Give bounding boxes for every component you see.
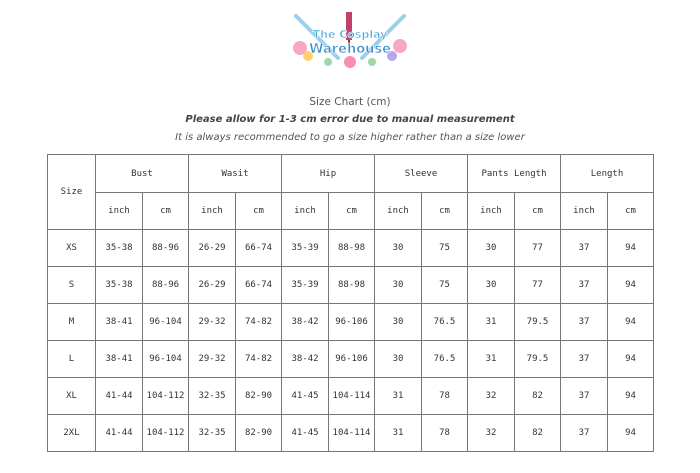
measurement-cell: 88-96 <box>143 230 189 267</box>
measurement-cell: 96-106 <box>329 341 375 378</box>
size-chart-table <box>47 154 654 452</box>
table-row <box>48 267 654 304</box>
measurement-cell: 31 <box>468 304 515 341</box>
table-header-row <box>48 155 654 193</box>
group-header-sleeve: Sleeve <box>375 155 468 193</box>
brand-logo <box>288 10 412 70</box>
unit-header: cm <box>143 193 189 230</box>
measurement-cell: 32 <box>468 415 515 452</box>
measurement-cell: 32-35 <box>189 378 236 415</box>
measurement-cell: 35-38 <box>96 267 143 304</box>
measurement-cell: 29-32 <box>189 304 236 341</box>
group-header-bust: Bust <box>96 155 189 193</box>
measurement-cell: 37 <box>561 378 608 415</box>
measurement-cell: 30 <box>468 230 515 267</box>
unit-header: cm <box>236 193 282 230</box>
unit-header: cm <box>329 193 375 230</box>
measurement-cell: 37 <box>561 304 608 341</box>
measurement-cell: 66-74 <box>236 230 282 267</box>
measurement-cell: 38-41 <box>96 304 143 341</box>
measurement-cell: 37 <box>561 267 608 304</box>
measurement-cell: 38-41 <box>96 341 143 378</box>
measurement-cell: 75 <box>422 230 468 267</box>
measurement-cell: 26-29 <box>189 230 236 267</box>
group-header-length: Length <box>561 155 654 193</box>
table-row <box>48 341 654 378</box>
group-header-hip: Hip <box>282 155 375 193</box>
measurement-cell: 30 <box>375 341 422 378</box>
unit-header: inch <box>375 193 422 230</box>
measurement-cell: 94 <box>608 378 654 415</box>
measurement-cell: 31 <box>375 415 422 452</box>
measurement-cell: 31 <box>375 378 422 415</box>
measurement-cell: 26-29 <box>189 267 236 304</box>
measurement-cell: 96-106 <box>329 304 375 341</box>
measurement-cell: 29-32 <box>189 341 236 378</box>
size-cell: 2XL <box>48 415 96 452</box>
unit-header: cm <box>422 193 468 230</box>
unit-header: inch <box>282 193 329 230</box>
unit-header: inch <box>468 193 515 230</box>
measurement-cell: 38-42 <box>282 341 329 378</box>
measurement-cell: 94 <box>608 415 654 452</box>
measurement-cell: 30 <box>375 267 422 304</box>
measurement-cell: 37 <box>561 341 608 378</box>
measurement-cell: 88-98 <box>329 267 375 304</box>
measurement-cell: 41-45 <box>282 415 329 452</box>
unit-header-row <box>48 193 654 230</box>
table-row <box>48 304 654 341</box>
measurement-cell: 78 <box>422 415 468 452</box>
logo-line1: The Cosplay <box>312 28 388 41</box>
size-cell: S <box>48 267 96 304</box>
measurement-cell: 38-42 <box>282 304 329 341</box>
size-cell: M <box>48 304 96 341</box>
measurement-cell: 82 <box>515 415 561 452</box>
measurement-cell: 41-44 <box>96 415 143 452</box>
measurement-cell: 82-90 <box>236 415 282 452</box>
unit-header: cm <box>608 193 654 230</box>
unit-header: inch <box>561 193 608 230</box>
measurement-cell: 94 <box>608 267 654 304</box>
measurement-cell: 41-44 <box>96 378 143 415</box>
measurement-cell: 96-104 <box>143 304 189 341</box>
measurement-cell: 41-45 <box>282 378 329 415</box>
measurement-error-note: Please allow for 1-3 cm error due to manual measurement <box>185 114 515 125</box>
measurement-cell: 37 <box>561 415 608 452</box>
measurement-cell: 94 <box>608 230 654 267</box>
measurement-cell: 82-90 <box>236 378 282 415</box>
measurement-cell: 31 <box>468 341 515 378</box>
table-row <box>48 378 654 415</box>
measurement-cell: 35-38 <box>96 230 143 267</box>
measurement-cell: 74-82 <box>236 341 282 378</box>
measurement-cell: 78 <box>422 378 468 415</box>
measurement-cell: 94 <box>608 341 654 378</box>
measurement-cell: 79.5 <box>515 341 561 378</box>
unit-header: inch <box>189 193 236 230</box>
measurement-cell: 32 <box>468 378 515 415</box>
page-title: Size Chart (cm) <box>309 96 391 108</box>
measurement-cell: 82 <box>515 378 561 415</box>
size-recommendation-note: It is always recommended to go a size higher rather than a size lower <box>175 132 525 143</box>
measurement-cell: 104-114 <box>329 378 375 415</box>
unit-header: inch <box>96 193 143 230</box>
measurement-cell: 104-112 <box>143 415 189 452</box>
measurement-cell: 35-39 <box>282 230 329 267</box>
measurement-cell: 77 <box>515 267 561 304</box>
measurement-cell: 104-114 <box>329 415 375 452</box>
group-header-pants-length: Pants Length <box>468 155 561 193</box>
size-cell: L <box>48 341 96 378</box>
measurement-cell: 35-39 <box>282 267 329 304</box>
measurement-cell: 37 <box>561 230 608 267</box>
size-cell: XL <box>48 378 96 415</box>
measurement-cell: 104-112 <box>143 378 189 415</box>
unit-header: cm <box>515 193 561 230</box>
measurement-cell: 79.5 <box>515 304 561 341</box>
measurement-cell: 96-104 <box>143 341 189 378</box>
measurement-cell: 75 <box>422 267 468 304</box>
measurement-cell: 76.5 <box>422 341 468 378</box>
measurement-cell: 74-82 <box>236 304 282 341</box>
table-row <box>48 415 654 452</box>
table-row <box>48 230 654 267</box>
size-cell: XS <box>48 230 96 267</box>
measurement-cell: 88-98 <box>329 230 375 267</box>
measurement-cell: 94 <box>608 304 654 341</box>
measurement-cell: 88-96 <box>143 267 189 304</box>
group-header-waist: Wasit <box>189 155 282 193</box>
size-header: Size <box>48 155 96 230</box>
measurement-cell: 30 <box>375 230 422 267</box>
logo-line2: Warehouse <box>309 42 391 57</box>
measurement-cell: 66-74 <box>236 267 282 304</box>
measurement-cell: 77 <box>515 230 561 267</box>
measurement-cell: 30 <box>468 267 515 304</box>
measurement-cell: 30 <box>375 304 422 341</box>
measurement-cell: 76.5 <box>422 304 468 341</box>
measurement-cell: 32-35 <box>189 415 236 452</box>
